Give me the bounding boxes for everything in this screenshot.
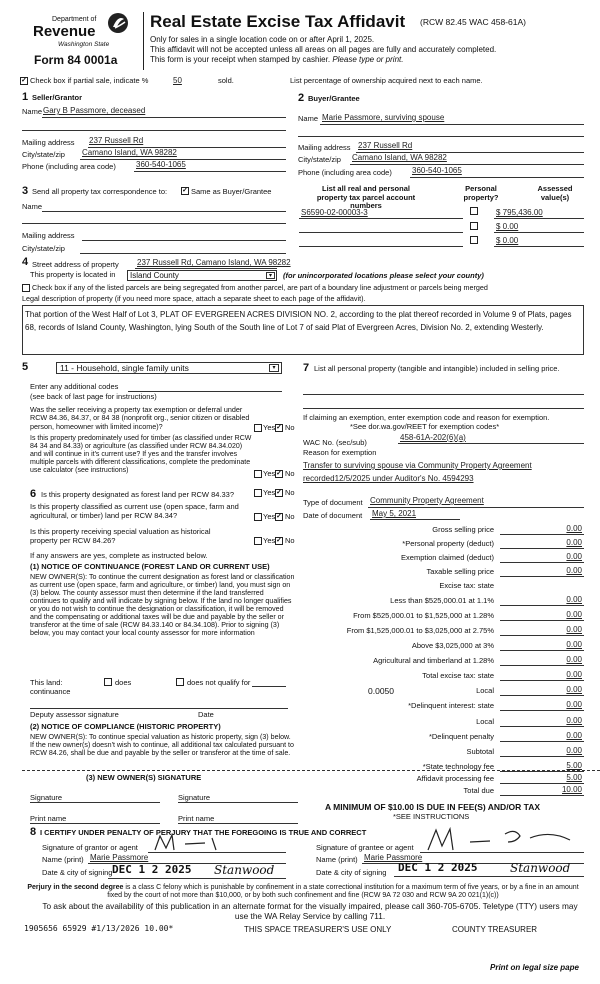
parcels-col3: Assessed value(s) <box>537 184 573 202</box>
doc-type-line <box>368 507 584 508</box>
calc-label: Exemption claimed (deduct) <box>401 553 494 562</box>
exemption-label: If claiming an exemption, enter exemption code and reason for exemption. <box>303 413 550 422</box>
current-use-no-checkbox[interactable]: ✓ <box>276 513 282 520</box>
dor-logo-icon <box>108 13 128 33</box>
seller-name-line <box>42 117 286 118</box>
historic-no-checkbox[interactable]: ✓ <box>276 537 282 544</box>
form-number: Form 84 0001a <box>34 53 118 67</box>
perjury-statement: Perjury in the second degree is a class C felony which is punishable by confinement in a state correctional institution for a maximum term of five years, or by a fine in an amount fixed by the court of not more than $10,000, or by both such confinement and fine (RCW 9A 72 030 and RCW 9A 20 021(1)(c)) <box>27 884 579 900</box>
calc-value[interactable]: 0.00 <box>566 746 582 755</box>
assessed-line <box>494 218 584 219</box>
calc-value[interactable]: 0.00 <box>566 595 582 604</box>
calc-label: Excise tax: state <box>439 581 494 590</box>
partial-label: Check box if partial sale, indicate % <box>30 76 149 85</box>
calc-label: Agricultural and timberland at 1.28% <box>373 656 494 665</box>
county-select[interactable] <box>127 270 277 281</box>
codes-note: (see back of last page for instructions) <box>30 392 157 401</box>
buyer-heading: Buyer/Grantee <box>308 94 360 103</box>
personal-property-checkbox[interactable] <box>470 207 478 215</box>
legal-label: Legal description of property (if you need more space, attach a separate sheet to each page of the affidavit). <box>22 294 366 303</box>
grantee-sig-line <box>420 852 584 853</box>
assessed-line <box>494 246 584 247</box>
calc-value-line <box>500 756 584 757</box>
assessed-value[interactable]: $ 0.00 <box>496 236 519 245</box>
signature-label: Signature <box>178 793 211 802</box>
seller-phone-label: Phone (including area code) <box>22 162 116 171</box>
land-use-selected: 11 - Household, single family units <box>60 363 189 373</box>
calc-value-line <box>500 771 584 772</box>
taxcorr-label: Send all property tax correspondence to: <box>32 187 168 196</box>
buyer-mailing-label: Mailing address <box>298 143 351 152</box>
current-use-yes-checkbox[interactable] <box>254 513 262 521</box>
calc-value-line <box>500 795 584 796</box>
header-note2: This affidavit will not be accepted unless all areas on all pages are fully and accurately completed. <box>150 45 497 54</box>
personal-prop-line <box>303 394 584 395</box>
grantee-name[interactable]: Marie Passmore <box>364 853 423 862</box>
located-label: This property is located in <box>30 270 116 279</box>
calc-value-line <box>500 534 584 535</box>
no-label: No <box>285 512 295 521</box>
grantor-date-line <box>108 878 286 879</box>
street-label: Street address of property <box>32 260 119 269</box>
calc-label: *Delinquent interest: state <box>408 701 494 710</box>
calc-value[interactable]: 10.00 <box>561 785 582 794</box>
calc-value-line <box>500 562 584 563</box>
seller-name-label: Name <box>22 107 43 116</box>
buyer-mailing[interactable]: 237 Russell Rd <box>358 141 413 150</box>
calc-value[interactable]: 0.00 <box>566 566 582 575</box>
forest-no-checkbox[interactable]: ✓ <box>276 489 282 496</box>
see-instructions: *SEE INSTRUCTIONS <box>393 812 470 821</box>
calc-value[interactable]: 0.00 <box>566 700 582 709</box>
partial-percent[interactable]: 50 <box>173 76 182 85</box>
partial-sale-checkbox[interactable]: ✓ <box>21 77 27 84</box>
deputy-sig-label: Deputy assessor signature <box>30 710 119 719</box>
grantor-name[interactable]: Marie Passmore <box>90 853 149 862</box>
header-note1: Only for sales in a single location code on or after April 1, 2025. <box>150 35 375 44</box>
deputy-sig-line <box>30 708 288 709</box>
seller-heading: Seller/Grantor <box>32 93 83 102</box>
county-treasurer: COUNTY TREASURER <box>452 925 538 934</box>
calc-value-line <box>500 620 584 621</box>
same-as-buyer-checkbox[interactable]: ✓ <box>182 187 188 194</box>
no-label: No <box>285 536 295 545</box>
grantor-sig-line <box>148 852 286 853</box>
reason-value[interactable]: Transfer to surviving spouse via Community Property Agreement recorded12/5/2025 under Auditor's No. 4594293 <box>303 461 532 483</box>
header-note3: This form is your receipt when stamped by cashier. Please type or print. <box>150 55 404 64</box>
chevron-down-icon: ▾ <box>269 364 279 372</box>
calc-value[interactable]: 0.00 <box>566 685 582 694</box>
no-label: No <box>285 488 295 497</box>
buyer-name-label: Name <box>298 114 319 123</box>
taxcorr-name-label: Name <box>22 202 43 211</box>
grantee-name-label: Name (print) <box>316 855 358 864</box>
calc-label: Local <box>476 686 494 695</box>
section5-num: 5 <box>22 361 29 373</box>
timber-no-checkbox[interactable]: ✓ <box>276 470 282 477</box>
buyer-phone-line <box>410 177 584 178</box>
calc-value-line <box>500 665 584 666</box>
buyer-phone[interactable]: 360-540-1065 <box>412 166 462 175</box>
print-name-line <box>30 823 160 824</box>
calc-value[interactable]: 0.00 <box>566 655 582 664</box>
calc-value-line <box>500 605 584 606</box>
calc-value-line <box>500 726 584 727</box>
this-land-label: This land: <box>30 678 63 687</box>
same-as-buyer-label: Same as Buyer/Grantee <box>191 187 272 196</box>
continuance-label: continuance <box>30 687 71 696</box>
chevron-down-icon: ▾ <box>266 272 275 279</box>
calc-value[interactable]: 0.00 <box>566 716 582 725</box>
calc-label: *Personal property (deduct) <box>402 539 494 548</box>
timber-yes-checkbox[interactable] <box>254 470 262 478</box>
calc-label: *Delinquent penalty <box>428 732 494 741</box>
calc-label: *State technology fee <box>422 762 494 771</box>
calc-value-line <box>500 710 584 711</box>
calc-label: Subtotal <box>466 747 494 756</box>
dept-line3: Washington State <box>58 41 110 48</box>
signature-label: Signature <box>30 793 63 802</box>
calc-value[interactable]: 5.00 <box>566 773 582 782</box>
qualify-line <box>252 686 286 687</box>
grantee-date-line <box>394 876 584 877</box>
exemption-no-checkbox[interactable]: ✓ <box>276 424 282 431</box>
calc-value[interactable]: 0.00 <box>566 625 582 634</box>
doc-date-line <box>370 519 460 520</box>
forest-yes-checkbox[interactable] <box>254 489 262 497</box>
does-not-checkbox[interactable] <box>176 678 184 686</box>
taxcorr-city-label: City/state/zip <box>22 244 65 253</box>
calc-value-line <box>500 695 584 696</box>
boundary-checkbox[interactable] <box>22 284 30 292</box>
personal-property-checkbox[interactable] <box>470 236 478 244</box>
personal-property-checkbox[interactable] <box>470 222 478 230</box>
dept-line1: Department of <box>52 16 97 23</box>
q-timber: Is this property predominately used for timber (as classified under RCW 84 34 and 84.33) or agriculture (as classified under RCW 84.34.020) and will continue in it's current use? If yes and the transfer involves multiple parcels with different classifications, complete the predominate use calculator (see instructions) <box>30 435 252 475</box>
calc-label: Total due <box>463 786 494 795</box>
buyer-blank-line <box>298 136 584 137</box>
doc-date[interactable]: May 5, 2021 <box>372 509 417 518</box>
calc-value-line <box>500 548 584 549</box>
minimum-note: A MINIMUM OF $10.00 IS DUE IN FEE(S) AND/OR TAX <box>325 802 541 812</box>
taxcorr-mailing-label: Mailing address <box>22 231 75 240</box>
personal-prop-line <box>303 408 584 409</box>
parcel-number[interactable]: S6590-02-00003-3 <box>301 208 368 217</box>
calc-value-line <box>500 741 584 742</box>
q-exemption: Was the seller receiving a property tax exemption or deferral under RCW 84.36, 84.37, or 84 38 (nonprofit org., senior citizen or disabled person, homeowner with limited income)? <box>30 405 250 431</box>
calc-value[interactable]: 0.00 <box>566 731 582 740</box>
seller-phone-line <box>134 171 286 172</box>
calc-value[interactable]: 0.00 <box>566 670 582 679</box>
yes-label: Yes <box>263 469 276 478</box>
q-forest: Is this property designated as forest land per RCW 84.33? <box>41 490 235 499</box>
does-checkbox[interactable] <box>104 678 112 686</box>
calc-label: From $1,525,000.01 to $3,025,000 at 2.75% <box>346 626 494 635</box>
print-name-label: Print name <box>178 814 215 823</box>
no-label: No <box>285 423 295 432</box>
calc-value[interactable]: 5.00 <box>566 761 582 770</box>
calc-value[interactable]: 0.00 <box>566 640 582 649</box>
legal-description-box[interactable] <box>22 305 584 355</box>
page-title: Real Estate Excise Tax Affidavit <box>150 12 406 31</box>
section8-num: 8 <box>30 826 37 838</box>
seller-phone[interactable]: 360-540-1065 <box>136 160 186 169</box>
reason-label: Reason for exemption <box>303 448 377 457</box>
calc-label: Taxable selling price <box>426 567 494 576</box>
parcel-line <box>299 232 463 233</box>
list-pct-note: List percentage of ownership acquired next to each name. <box>290 76 483 85</box>
buyer-num: 2 <box>298 92 305 104</box>
assessed-value[interactable]: $ 795,436.00 <box>496 208 543 217</box>
if-yes-note: If any answers are yes, complete as instructed below. <box>30 551 208 560</box>
print-legal-note: Print on legal size pape <box>490 963 579 972</box>
street-line <box>135 268 277 269</box>
taxcorr-num: 3 <box>22 185 29 197</box>
buyer-name-line <box>320 124 584 125</box>
calc-value-line <box>500 576 584 577</box>
notice1-title: (1) NOTICE OF CONTINUANCE (FOREST LAND OR CURRENT USE) <box>30 562 270 571</box>
buyer-city[interactable]: Camano Island, WA 98282 <box>352 153 447 162</box>
does-not-label: does not qualify for <box>187 678 251 687</box>
notice1-text: NEW OWNER(S): To continue the current designation as forest land or classification as current use (open space, farm and agriculture, or timber) land, you must sign on (3) below. The county assessor must then determine if the land transferred continues to qualify and will indicate by signing below. If the land no longer qualifies or you do not wish to continue the designation or classification, it will be removed and the compensating or additional taxes will be due and payable by the seller or transferor at the time of sale (RCW 84.33.140 or 84.34.108). Prior to signing (3) below, you may contact your local county assessor for more information <box>30 573 295 638</box>
land-use-select[interactable] <box>56 362 282 374</box>
yes-label: Yes <box>263 512 276 521</box>
buyer-city-label: City/state/zip <box>298 155 341 164</box>
partial-post: sold. <box>218 76 234 85</box>
county-note: (for unincorporated locations please select your county) <box>283 271 484 280</box>
codes-label: Enter any additional codes <box>30 382 119 391</box>
calc-value[interactable]: 0.00 <box>566 524 582 533</box>
print-name-line <box>178 823 298 824</box>
parcels-col2: Personal property? <box>463 184 499 202</box>
grantor-name-label: Name (print) <box>42 855 84 864</box>
section7-num: 7 <box>303 362 310 374</box>
notice2-title: (2) NOTICE OF COMPLIANCE (HISTORIC PROPERTY) <box>30 722 221 731</box>
grantee-date-label: Date & city of signing <box>316 868 387 877</box>
calc-value-line <box>500 680 584 681</box>
grantee-date[interactable]: DEC 1 2 2025 <box>398 861 478 874</box>
seller-city[interactable]: Camano Island, WA 98282 <box>82 148 177 157</box>
taxcorr-name-line <box>42 211 286 212</box>
doc-type-label: Type of document <box>303 498 363 507</box>
legal-description: That portion of the West Half of Lot 3, PLAT OF EVERGREEN ACRES DIVISION NO. 2, according to the plat thereof recorded in Volume 9 of Plats, pages 68, records of Island County, Washington, lying South of the South line of Lot 7 of said Plat of Evergreen Acres, Division No. 2, extending Westerly. <box>25 310 572 332</box>
no-label: No <box>285 469 295 478</box>
calc-label: Total excise tax: state <box>422 671 494 680</box>
grantee-sig-label: Signature of grantee or agent <box>316 843 414 852</box>
statute: (RCW 82.45 WAC 458-61A) <box>420 17 526 27</box>
seller-num: 1 <box>22 91 29 103</box>
calc-value-line <box>500 650 584 651</box>
calc-label: Affidavit processing fee <box>416 774 494 783</box>
parcel-line <box>299 246 463 247</box>
calc-label: Local <box>476 717 494 726</box>
street-address[interactable]: 237 Russell Rd, Camano Island, WA 98282 <box>137 258 291 267</box>
historic-yes-checkbox[interactable] <box>254 537 262 545</box>
seller-blank-line <box>22 130 286 131</box>
cashier-stamp: 1905656 65929 #1/13/2026 10.00* <box>24 924 174 933</box>
calc-value[interactable]: 0.00 <box>566 552 582 561</box>
seller-mailing-label: Mailing address <box>22 138 75 147</box>
grantor-city[interactable]: Stanwood <box>214 863 275 877</box>
assessed-line <box>494 232 584 233</box>
owner-sig-title: (3) NEW OWNER(S) SIGNATURE <box>86 773 202 782</box>
parcel-line <box>299 218 463 219</box>
signature-line <box>178 802 298 803</box>
grantor-date[interactable]: DEC 1 2 2025 <box>112 863 192 876</box>
wac-line <box>398 443 584 444</box>
calc-label: Gross selling price <box>432 525 494 534</box>
print-name-label: Print name <box>30 814 67 823</box>
deputy-date-label: Date <box>198 710 214 719</box>
calc-label: Above $3,025,000 at 3% <box>411 641 494 650</box>
exemption-link[interactable]: *See dor.wa.gov/REET for exemption codes* <box>350 422 500 431</box>
wac-value[interactable]: 458-61A-202(6)(a) <box>400 433 466 442</box>
section6-num: 6 <box>30 488 37 500</box>
signature-line <box>30 802 160 803</box>
exemption-yes-checkbox[interactable] <box>254 424 262 432</box>
does-label: does <box>115 678 132 687</box>
seller-city-label: City/state/zip <box>22 150 65 159</box>
notice2-text: NEW OWNER(S): To continue special valuation as historic property, sign (3) below. If the new owner(s) doesn't wish to continue, all additional tax calculated pursuant to RCW 84.26, shall be due and payable by the seller or transferor at the time of sale. <box>30 733 294 758</box>
calc-value[interactable]: 0.00 <box>566 610 582 619</box>
boundary-label: Check box if any of the listed parcels are being segregated from another parcel, are part of a boundary line adjustment or parcels being merged <box>32 283 488 292</box>
q-historic: Is this property receiving special valuation as historical property per RCW 84.26? <box>30 527 211 545</box>
parcels-col1: List all real and personal property tax parcel account numbers <box>316 184 416 211</box>
treasurer-only: THIS SPACE TREASURER'S USE ONLY <box>244 925 392 934</box>
buyer-phone-label: Phone (including area code) <box>298 168 392 177</box>
grantee-city[interactable]: Stanwood <box>510 861 571 875</box>
doc-type[interactable]: Community Property Agreement <box>370 496 484 505</box>
calc-label: From $525,000.01 to $1,525,000 at 1.28% <box>353 611 494 620</box>
certify-statement: I CERTIFY UNDER PENALTY OF PERJURY THAT THE FOREGOING IS TRUE AND CORRECT <box>40 828 367 837</box>
taxcorr-blank-line <box>22 223 286 224</box>
assessed-value[interactable]: $ 0.00 <box>496 222 519 231</box>
buyer-city-line <box>350 164 584 165</box>
doc-date-label: Date of document <box>303 511 363 520</box>
section4-num: 4 <box>22 256 29 268</box>
buyer-name[interactable]: Marie Passmore, surviving spouse <box>322 113 445 122</box>
wac-label: WAC No. (sec/sub) <box>303 438 367 447</box>
yes-label: Yes <box>263 536 276 545</box>
county-selected: Island County <box>130 271 179 280</box>
calc-value-line <box>500 783 584 784</box>
grantor-date-label: Date & city of signing <box>42 868 113 877</box>
grantor-sig-label: Signature of grantor or agent <box>42 843 138 852</box>
local-rate[interactable]: 0.0050 <box>368 686 394 696</box>
yes-label: Yes <box>263 423 276 432</box>
seller-name[interactable]: Gary B Passmore, deceased <box>43 106 146 115</box>
calc-label: Less than $525,000.01 at 1.1% <box>390 596 494 605</box>
calc-value-line <box>500 635 584 636</box>
taxcorr-city-line <box>80 253 286 254</box>
seller-mailing[interactable]: 237 Russell Rd <box>89 136 144 145</box>
q-current-use: Is this property classified as current use (open space, farm and agricultural, or timber) land per RCW 84.34? <box>30 502 239 520</box>
header-divider <box>143 12 144 70</box>
dept-line2: Revenue <box>33 23 96 40</box>
calc-value[interactable]: 0.00 <box>566 538 582 547</box>
taxcorr-mailing-line <box>82 240 286 241</box>
section7-label: List all personal property (tangible and intangible) included in selling price. <box>314 364 560 373</box>
yes-label: Yes <box>263 488 276 497</box>
alt-format-note: To ask about the availability of this publication in an alternate format for the visually impaired, please call 360-705-6705. Teletype (TTY) users may use the WA Relay Service by calling 711. <box>42 901 578 921</box>
